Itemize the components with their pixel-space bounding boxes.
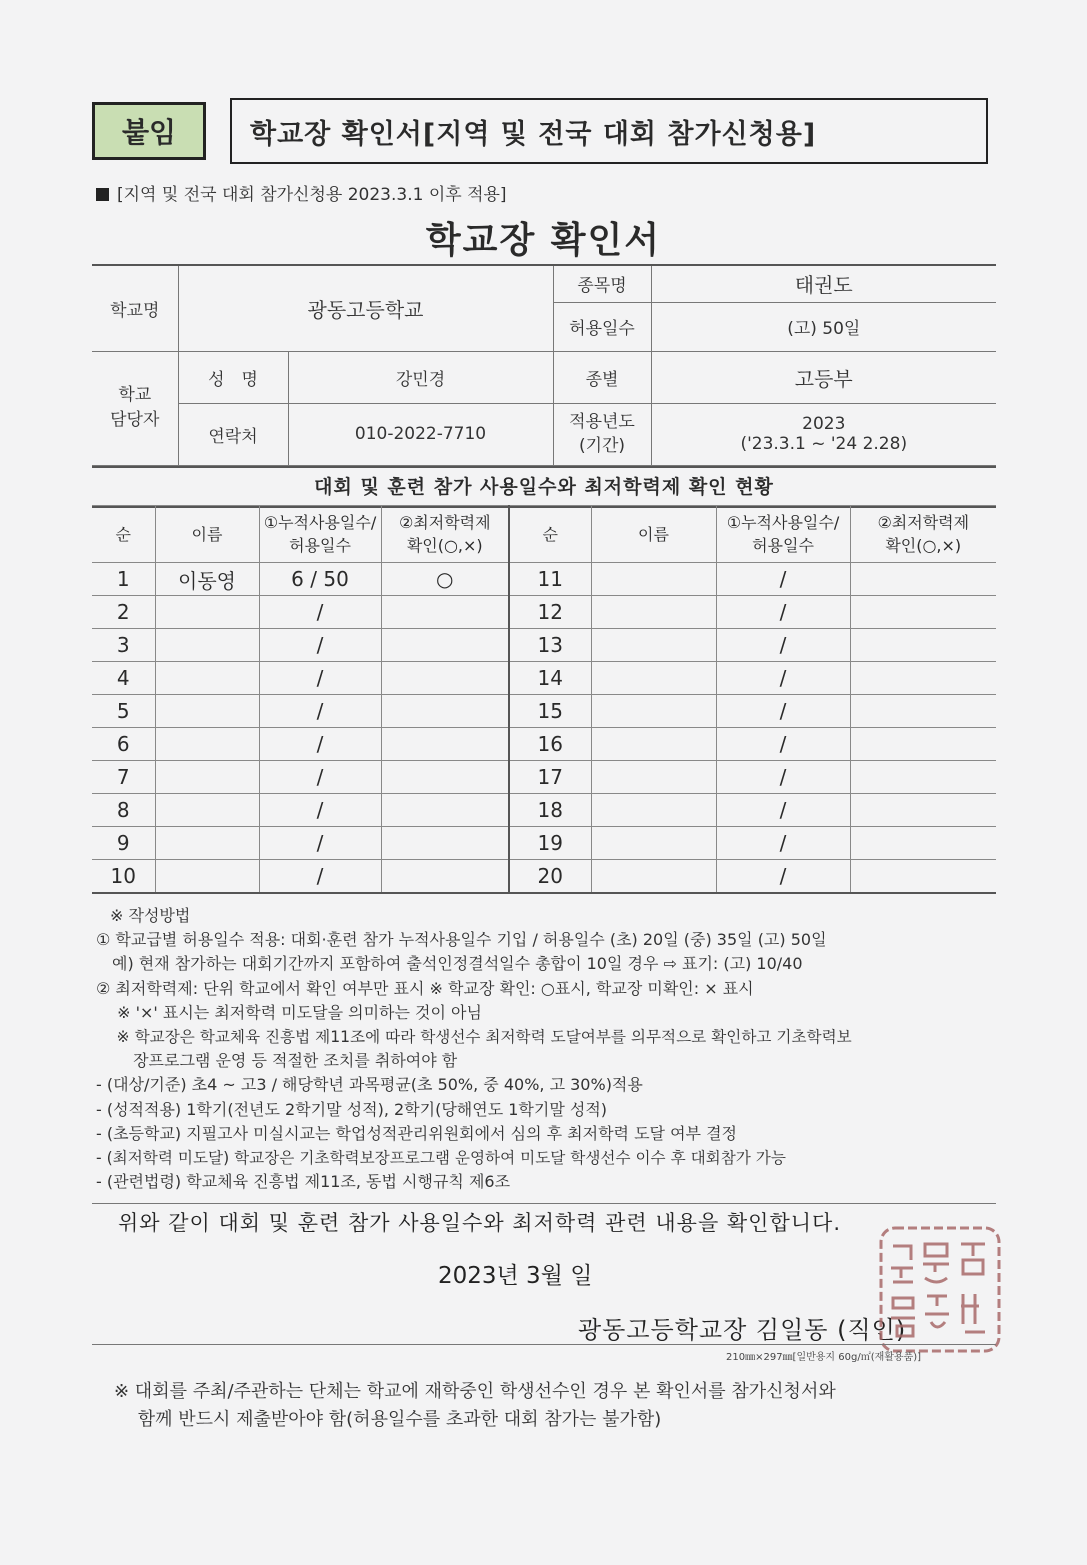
row-name: 이동영 xyxy=(155,563,259,596)
row-no: 2 xyxy=(92,596,155,629)
divider-bottom xyxy=(92,1344,996,1345)
row-name xyxy=(591,695,716,728)
row-no: 14 xyxy=(509,662,591,695)
instruction-line: - (최저학력 미도달) 학교장은 기초학력보장프로그램 운영하여 미도달 학생선수 이수 후 대회참가 가능 xyxy=(96,1149,786,1168)
row-no: 17 xyxy=(509,761,591,794)
row-no: 12 xyxy=(509,596,591,629)
row-name xyxy=(155,860,259,894)
status-title: 대회 및 훈련 참가 사용일수와 최저학력제 확인 현황 xyxy=(92,466,996,508)
event-value: 태권도 xyxy=(651,265,996,302)
row-no: 8 xyxy=(92,794,155,827)
square-bullet-icon xyxy=(96,188,109,201)
col-days-header-2: ①누적사용일수/ 허용일수 xyxy=(716,506,850,563)
row-days: / xyxy=(259,662,381,695)
row-days: / xyxy=(259,629,381,662)
row-name xyxy=(591,860,716,894)
row-name xyxy=(155,761,259,794)
table-row xyxy=(92,662,996,695)
year-label: 적용년도 (기간) xyxy=(553,403,651,465)
row-no: 15 xyxy=(509,695,591,728)
row-days: / xyxy=(259,860,381,894)
row-check xyxy=(381,860,509,894)
row-check xyxy=(850,662,996,695)
event-label: 종목명 xyxy=(553,265,651,302)
table-row xyxy=(92,563,996,596)
row-days: / xyxy=(259,728,381,761)
footer-line-2: 함께 반드시 제출받아야 함(허용일수를 초과한 대회 참가는 불가함) xyxy=(114,1409,662,1430)
instruction-line: ※ 학교장은 학교체육 진흥법 제11조에 따라 학생선수 최저학력 도달여부를 의무적으로 확인하고 기초학력보 xyxy=(96,1028,852,1047)
row-days: / xyxy=(259,794,381,827)
contact-value: 010-2022-7710 xyxy=(288,403,553,465)
row-days: / xyxy=(716,794,850,827)
row-days: / xyxy=(716,695,850,728)
name-label: 성 명 xyxy=(178,351,288,403)
table-row xyxy=(92,728,996,761)
table-row xyxy=(92,596,996,629)
confirmation-statement: 위와 같이 대회 및 훈련 참가 사용일수와 최저학력 관련 내용을 확인합니다. xyxy=(118,1211,842,1235)
row-check xyxy=(381,629,509,662)
paper-spec: 210㎜×297㎜[일반용지 60g/㎡(재활용품)] xyxy=(726,1352,922,1363)
row-check xyxy=(381,695,509,728)
row-no: 7 xyxy=(92,761,155,794)
issue-date: 2023년 3월 일 xyxy=(438,1263,593,1289)
instruction-line: ① 학교급별 허용일수 적용: 대회·훈련 참가 누적사용일수 기입 / 허용일수 (초) 20일 (중) 35일 (고) 50일 xyxy=(96,930,827,950)
instructions xyxy=(96,904,996,1194)
col-no-header: 순 xyxy=(92,506,155,563)
row-name xyxy=(591,827,716,860)
row-name xyxy=(591,596,716,629)
row-no: 5 xyxy=(92,695,155,728)
row-days: / xyxy=(716,761,850,794)
allowed-value: (고) 50일 xyxy=(651,302,996,351)
applies-note-text: [지역 및 전국 대회 참가신청용 2023.3.1 이후 적용] xyxy=(117,185,507,205)
instruction-line: ※ '×' 표시는 최저학력 미도달을 의미하는 것이 아님 xyxy=(96,1002,482,1022)
row-name xyxy=(155,662,259,695)
row-name xyxy=(155,695,259,728)
row-no: 1 xyxy=(92,563,155,596)
col-no-header-2: 순 xyxy=(509,506,591,563)
row-days: / xyxy=(716,860,850,894)
row-check xyxy=(850,794,996,827)
table-row xyxy=(92,695,996,728)
row-no: 3 xyxy=(92,629,155,662)
row-days: / xyxy=(716,827,850,860)
table-header-row xyxy=(92,506,996,563)
row-days: / xyxy=(716,662,850,695)
instruction-line: 장프로그램 운영 등 적절한 조치를 취하여야 함 xyxy=(96,1051,458,1071)
row-name xyxy=(591,728,716,761)
row-no: 20 xyxy=(509,860,591,894)
row-name xyxy=(591,563,716,596)
row-check xyxy=(850,827,996,860)
row-name xyxy=(155,794,259,827)
instructions-heading: ※ 작성방법 xyxy=(110,906,191,925)
row-days: / xyxy=(259,827,381,860)
status-table xyxy=(92,505,996,894)
year-value: 2023 xyxy=(802,414,846,434)
school-value: 광동고등학교 xyxy=(178,265,553,351)
instruction-line: ② 최저학력제: 단위 학교에서 확인 여부만 표시 ※ 학교장 확인: ○표시, 학교장 미확인: × 표시 xyxy=(96,978,754,998)
instruction-line: - (초등학교) 지필고사 미실시교는 학업성적관리위원회에서 심의 후 최저학력 도달 여부 결정 xyxy=(96,1123,737,1143)
row-no: 19 xyxy=(509,827,591,860)
row-name xyxy=(155,827,259,860)
header-title: 학교장 확인서[지역 및 전국 대회 참가신청용] xyxy=(230,98,988,164)
row-no: 11 xyxy=(509,563,591,596)
table-row xyxy=(92,860,996,894)
manager-label: 학교 담당자 xyxy=(92,351,178,465)
row-name xyxy=(591,794,716,827)
row-no: 4 xyxy=(92,662,155,695)
allowed-label: 허용일수 xyxy=(553,302,651,351)
row-days: 6 / 50 xyxy=(259,563,381,596)
col-check-header-2: ②최저학력제 확인(○,×) xyxy=(850,506,996,563)
row-check xyxy=(850,860,996,894)
col-name-header-2: 이름 xyxy=(591,506,716,563)
row-check xyxy=(850,563,996,596)
row-check xyxy=(850,761,996,794)
name-value: 강민경 xyxy=(288,351,553,403)
table-row xyxy=(92,827,996,860)
row-check xyxy=(381,596,509,629)
row-no: 9 xyxy=(92,827,155,860)
footer-line-1: ※ 대회를 주최/주관하는 단체는 학교에 재학중인 학생선수인 경우 본 확인서를 참가신청서와 xyxy=(114,1381,836,1402)
row-check xyxy=(381,794,509,827)
row-days: / xyxy=(259,596,381,629)
row-no: 6 xyxy=(92,728,155,761)
table-row xyxy=(92,629,996,662)
applies-note xyxy=(96,180,507,205)
row-check xyxy=(850,629,996,662)
period-value: ('23.3.1 ~ '24 2.28) xyxy=(740,434,908,454)
row-no: 18 xyxy=(509,794,591,827)
contact-label: 연락처 xyxy=(178,403,288,465)
row-check xyxy=(381,827,509,860)
row-check xyxy=(850,728,996,761)
row-name xyxy=(591,761,716,794)
col-name-header: 이름 xyxy=(155,506,259,563)
attachment-tag: 붙임 xyxy=(92,102,206,160)
divider xyxy=(92,1203,996,1204)
page-title: 학교장 확인서 xyxy=(425,220,662,261)
row-no: 16 xyxy=(509,728,591,761)
row-check xyxy=(381,761,509,794)
row-name xyxy=(591,662,716,695)
row-days: / xyxy=(716,728,850,761)
instruction-line: - (대상/기준) 초4 ~ 고3 / 해당학년 과목평균(초 50%, 중 40%, 고 30%)적용 xyxy=(96,1075,643,1095)
table-row xyxy=(92,761,996,794)
row-days: / xyxy=(259,695,381,728)
row-check: ○ xyxy=(381,563,509,596)
footer-note xyxy=(114,1378,836,1434)
instruction-line: - (관련법령) 학교체육 진흥법 제11조, 동법 시행규칙 제6조 xyxy=(96,1172,511,1192)
row-name xyxy=(155,728,259,761)
table-row xyxy=(92,794,996,827)
row-check xyxy=(381,728,509,761)
row-no: 10 xyxy=(92,860,155,894)
row-name xyxy=(155,596,259,629)
row-days: / xyxy=(716,596,850,629)
row-days: / xyxy=(259,761,381,794)
school-label: 학교명 xyxy=(92,265,178,351)
official-seal xyxy=(875,1222,1005,1357)
row-check xyxy=(850,596,996,629)
info-table xyxy=(92,264,996,466)
instruction-line: 예) 현재 참가하는 대회기간까지 포함하여 출석인정결석일수 총합이 10일 경우 ⇨ 표기: (고) 10/40 xyxy=(96,954,803,974)
row-name xyxy=(155,629,259,662)
principal-signature: 광동고등학교장 김일동 (직인) xyxy=(578,1316,907,1344)
row-no: 13 xyxy=(509,629,591,662)
col-check-header: ②최저학력제 확인(○,×) xyxy=(381,506,509,563)
instruction-line: - (성적적용) 1학기(전년도 2학기말 성적), 2학기(당해연도 1학기말 성적) xyxy=(96,1099,608,1119)
row-check xyxy=(850,695,996,728)
year-cell xyxy=(651,403,996,465)
row-name xyxy=(591,629,716,662)
row-check xyxy=(381,662,509,695)
row-days: / xyxy=(716,629,850,662)
row-days: / xyxy=(716,563,850,596)
division-label: 종별 xyxy=(553,351,651,403)
division-value: 고등부 xyxy=(651,351,996,403)
col-days-header: ①누적사용일수/ 허용일수 xyxy=(259,506,381,563)
